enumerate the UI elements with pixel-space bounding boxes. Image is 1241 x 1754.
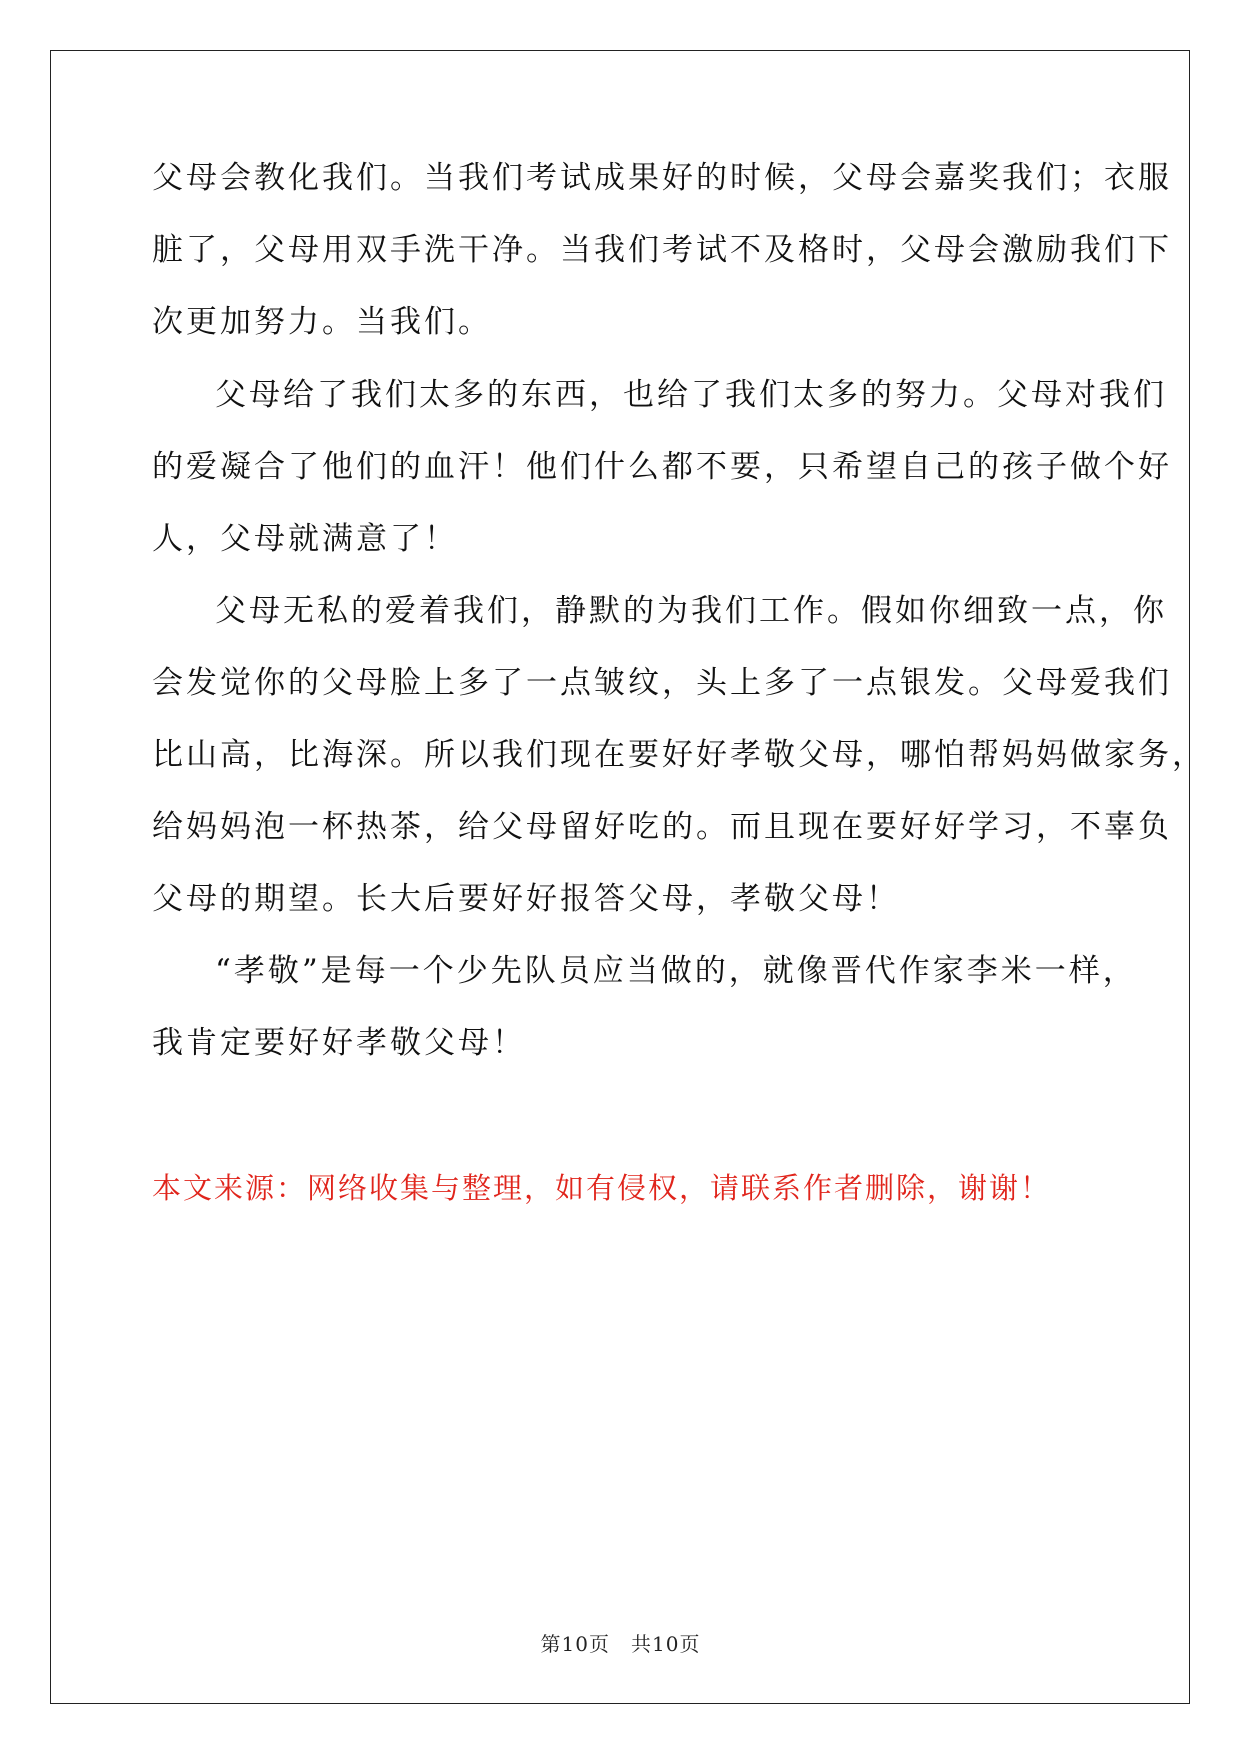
paragraph-1-line-1: 父母会教化我们。当我们考试成果好的时候，父母会嘉奖我们；衣服 — [152, 160, 1172, 196]
paragraph-1-line-2: 脏了，父母用双手洗干净。当我们考试不及格时，父母会激励我们下 — [152, 232, 1172, 268]
paragraph-4-line-1: “孝敬”是每一个少先队员应当做的，就像晋代作家李米一样， — [215, 953, 1137, 989]
paragraph-3-line-4: 给妈妈泡一杯热茶，给父母留好吃的。而且现在要好好学习，不辜负 — [152, 809, 1172, 845]
source-note: 本文来源：网络收集与整理，如有侵权，请联系作者删除，谢谢！ — [152, 1171, 1052, 1205]
page-number: 第10页 共10页 — [540, 1632, 701, 1656]
paragraph-1-line-3: 次更加努力。当我们。 — [152, 304, 492, 340]
paragraph-3-line-3: 比山高，比海深。所以我们现在要好好孝敬父母，哪怕帮妈妈做家务， — [152, 737, 1206, 773]
paragraph-4-line-2: 我肯定要好好孝敬父母！ — [152, 1025, 526, 1061]
paragraph-2-line-2: 的爱凝合了他们的血汗！他们什么都不要，只希望自己的孩子做个好 — [152, 449, 1172, 485]
paragraph-2-line-1: 父母给了我们太多的东西，也给了我们太多的努力。父母对我们 — [215, 377, 1167, 413]
paragraph-3-line-5: 父母的期望。长大后要好好报答父母，孝敬父母！ — [152, 881, 900, 917]
paragraph-3-line-1: 父母无私的爱着我们，静默的为我们工作。假如你细致一点，你 — [215, 593, 1167, 629]
paragraph-3-line-2: 会发觉你的父母脸上多了一点皱纹，头上多了一点银发。父母爱我们 — [152, 665, 1172, 701]
page-border — [50, 50, 1190, 1704]
paragraph-2-line-3: 人，父母就满意了！ — [152, 521, 458, 557]
